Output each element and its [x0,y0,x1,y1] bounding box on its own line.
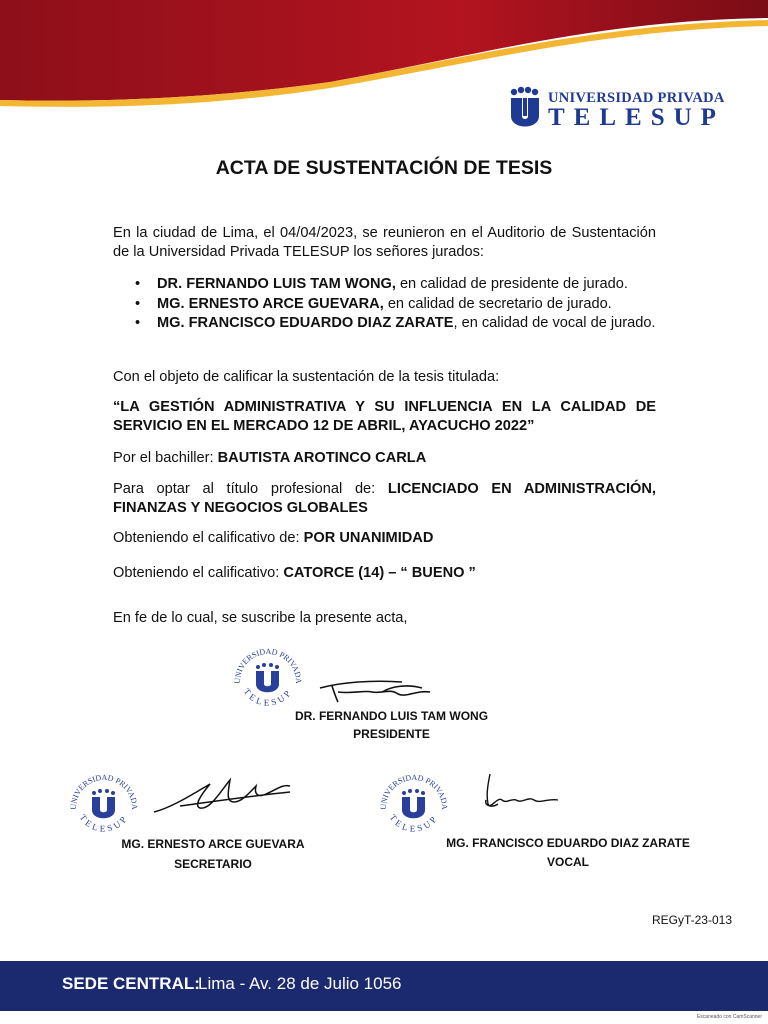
juror-item [113,295,656,315]
seal-top-text: UNIVERSIDAD PRIVADA [232,646,304,684]
qualification-line-2 [113,564,656,583]
vocal-role: VOCAL [547,855,589,869]
footer-label: SEDE CENTRAL: [62,974,200,993]
seal-bottom-text: TELESUP [387,812,441,834]
seal-bottom-text: TELESUP [77,812,131,834]
svg-text:UNIVERSIDAD PRIVADA [233,647,303,684]
university-seal-icon [64,766,144,846]
qualification-label-2: Obteniendo el calificativo: [113,565,284,581]
president-name: DR. FERNANDO LUIS TAM WONG [294,709,489,723]
degree-line [113,480,656,518]
footer-bar [0,961,768,1011]
secretary-name: MG. ERNESTO ARCE GUEVARA [121,837,305,851]
degree-label: Para optar al título profesional de: [113,481,388,497]
juror-name: MG. ERNESTO ARCE GUEVARA, [157,295,384,312]
qualification-line-1 [113,529,656,548]
vocal-name: MG. FRANCISCO EDUARDO DIAZ ZARATE [446,836,690,850]
university-logo [508,86,738,132]
registration-code: REGyT-23-013 [651,913,732,927]
thesis-title: “LA GESTIÓN ADMINISTRATIVA Y SU INFLUENCIA EN LA CALIDAD DE SERVICIO EN EL MERCADO 12 DE ABRIL, AYACUCHO 2022” [113,399,656,434]
svg-text:UNIVERSIDAD PRIVADA [379,773,449,810]
university-seal-icon [228,640,308,720]
degree-name: LICENCIADO EN ADMINISTRACIÓN, FINANZAS Y NEGOCIOS GLOBALES [113,481,656,516]
juror-role: , en calidad de vocal de jurado. [453,315,656,331]
bachelor-label: Por el bachiller: [113,450,218,466]
juror-item [113,314,656,334]
president-role: PRESIDENTE [353,727,430,741]
bachelor-name: BAUTISTA AROTINCO CARLA [217,450,427,466]
seal-top-text: UNIVERSIDAD PRIVADA [68,772,140,810]
intro-paragraph: En la ciudad de Lima, el 04/04/2023, se reunieron en el Auditorio de Sustentación de la Universidad Privada TELESUP los señores jurados: [113,225,656,260]
secretary-role: SECRETARIO [174,857,252,871]
logo-line-1: UNIVERSIDAD PRIVADA [548,90,725,106]
qualification-label-1: Obteniendo el calificativo de: [113,530,304,546]
juror-name: MG. FRANCISCO EDUARDO DIAZ ZARATE [157,315,454,331]
university-seal-icon [374,766,454,846]
juror-name: DR. FERNANDO LUIS TAM WONG, [157,276,396,292]
logo-line-2: TELESUP [548,104,725,131]
seal-bottom-text: TELESUP [241,686,295,708]
footer-address: Lima - Av. 28 de Julio 1056 [198,974,402,993]
juror-role: en calidad de presidente de jurado. [395,276,628,292]
jurors-list [113,275,656,334]
president-signature [312,668,442,704]
closing-line: En fe de lo cual, se suscribe la presente acta, [113,610,408,626]
bachelor-line [113,449,656,468]
telesup-u-icon [508,86,542,132]
document-title: ACTA DE SUSTENTACIÓN DE TESIS [215,157,553,179]
juror-item [113,275,656,295]
vocal-signature [478,770,578,816]
svg-text:UNIVERSIDAD PRIVADA [69,773,139,810]
secretary-signature [150,772,300,818]
juror-role: en calidad de secretario de jurado. [383,295,612,312]
seal-top-text: UNIVERSIDAD PRIVADA [378,772,450,810]
qualification-value-2: CATORCE (14) – “ BUENO ” [283,565,476,581]
qualification-value-1: POR UNANIMIDAD [303,530,434,546]
scanner-watermark: Escaneado con CamScanner [696,1014,762,1020]
object-paragraph: Con el objeto de calificar la sustentación de la tesis titulada: [113,369,500,385]
